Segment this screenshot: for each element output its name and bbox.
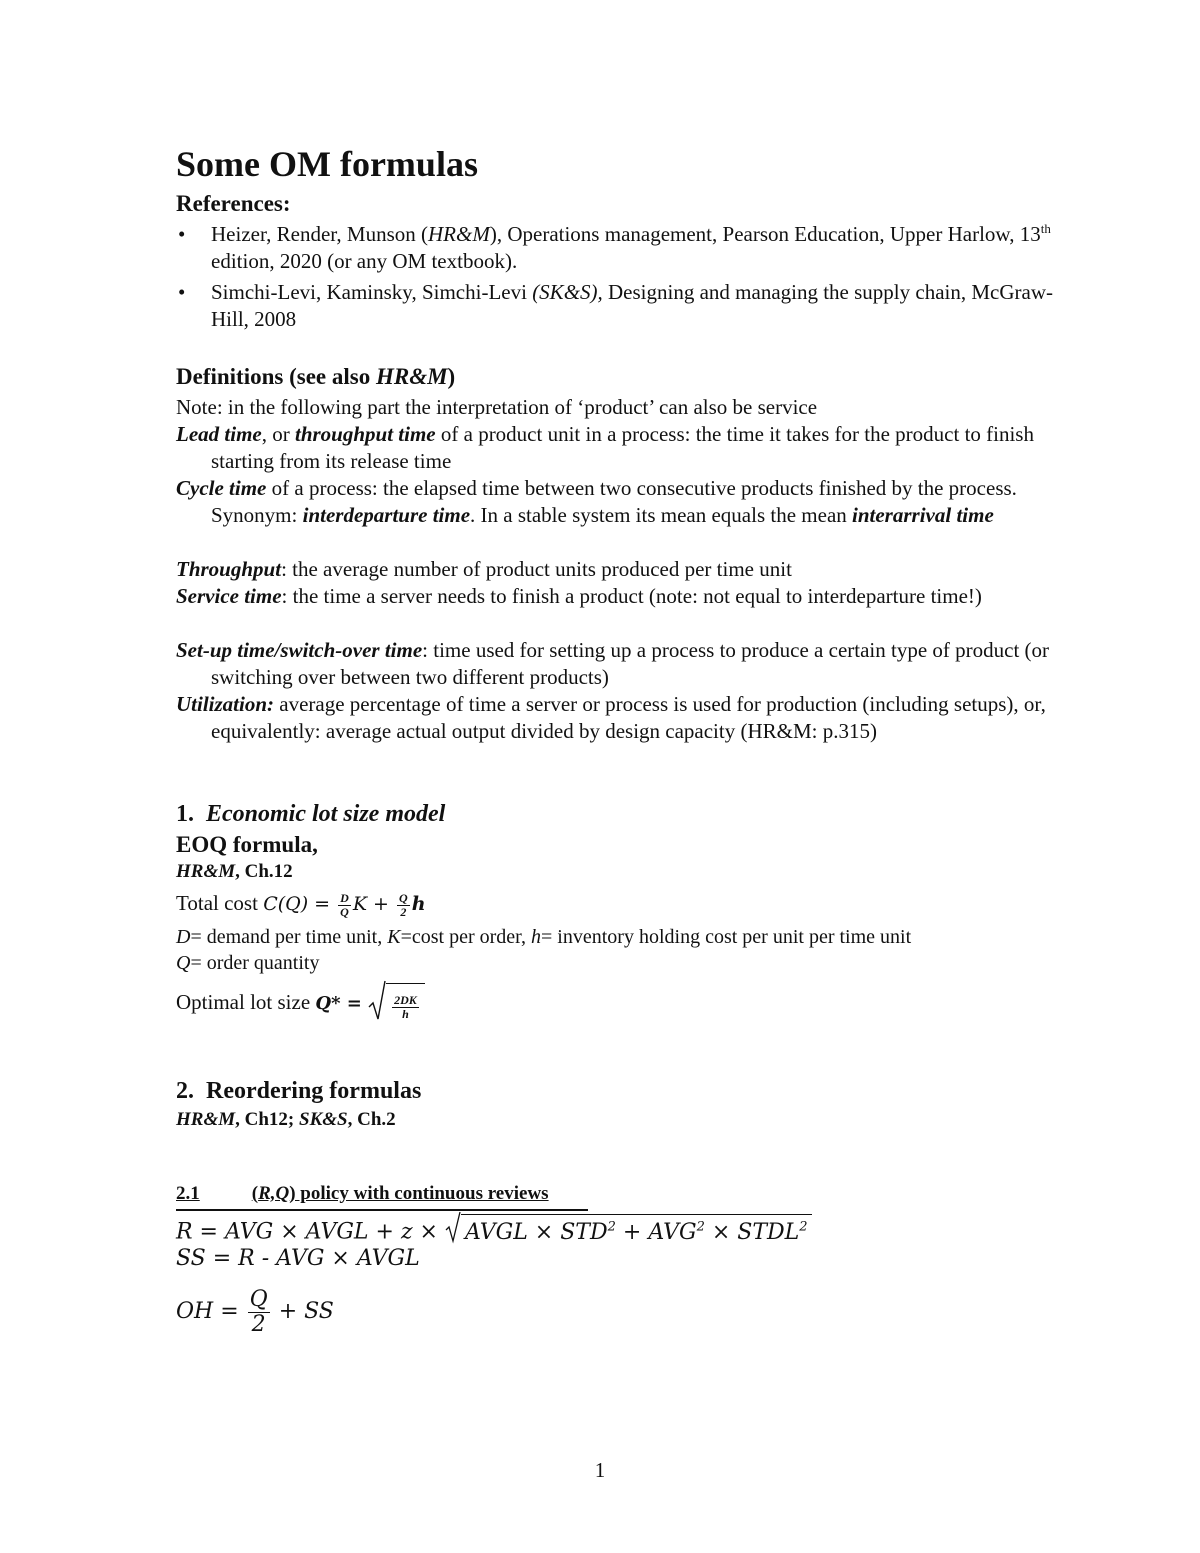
page-title: Some OM formulas (176, 144, 478, 184)
definition-utilization: Utilization: average percentage of time a server or process is used for production (including setups), or, equivalently: average actual output divided by design capacity (HR&M: p.315) (176, 692, 1046, 743)
eoq-variables-line-1: D= demand per time unit, K=cost per order, h= inventory holding cost per unit per time unit (176, 926, 912, 948)
square-root-icon: AVGL × $STD^2 + AVG^2$ × $STDL^2$ (445, 1214, 812, 1251)
safety-stock-formula: SS = R - AVG × AVGL (176, 1246, 420, 1271)
on-hand-formula: OH = $\frac{Q}{2}$ + SS (176, 1286, 334, 1337)
bullet-icon: • (178, 222, 186, 246)
reference-item: • Simchi-Levi, Kaminsky, Simchi-Levi (SK&S), Designing and managing the supply chain, McGraw-Hill, 2008 (178, 280, 1053, 331)
definition-setup-time: Set-up time/switch-over time: time used for setting up a process to produce a certain type of product (or switching over between two different products) (176, 638, 1050, 689)
bullet-icon: • (178, 280, 186, 304)
section-1-heading: 1. Economic lot size model (176, 801, 446, 827)
definition-service-time: Service time: the time a server needs to finish a product (note: not equal to interdeparture time!) (176, 584, 982, 608)
references-list (176, 221, 1056, 337)
definitions-heading: Definitions (see also HR&M) (176, 364, 456, 389)
subsection-2-1-heading: 2.1 (R,Q) policy with continuous reviews (176, 1183, 549, 1204)
total-cost-formula: Total cost C(Q) = $\frac{D}{Q}$ K + $\frac{Q}{2}$ h (176, 890, 426, 919)
section-2-heading: 2. Reordering formulas (176, 1078, 422, 1104)
reference-item: • Heizer, Render, Munson (HR&M), Operations management, Pearson Education, Upper Harlow, 13th edition, 2020 (or any OM textbook). (178, 221, 1051, 273)
optimal-lot-size-formula: Optimal lot size Q* = $\frac{2DK}{h}$ (176, 982, 425, 1026)
eoq-variables-line-2: Q= order quantity (176, 952, 320, 974)
reordering-reference: HR&M, Ch12; SK&S, Ch.2 (176, 1109, 396, 1130)
fraction: $\frac{D}{Q}$ (340, 890, 349, 919)
reorder-point-formula: R = AVG × AVGL + z × AVGL × $STD^2 + AVG^2$ × $STDL^2$ (176, 1214, 812, 1251)
eoq-reference: HR&M, Ch.12 (176, 861, 293, 882)
subsection-rule (176, 1209, 588, 1211)
eoq-heading: EOQ formula, (176, 832, 318, 857)
fraction: $\frac{Q}{2}$ (399, 890, 408, 919)
definitions-note: Note: in the following part the interpretation of ‘product’ can also be service (176, 395, 818, 419)
definition-lead-time: Lead time, or throughput time of a product unit in a process: the time it takes for the product to finish starting from its release time (176, 422, 1034, 473)
page-number: 1 (594, 1458, 606, 1482)
fraction: $\frac{2DK}{h}$ (394, 993, 417, 1022)
definition-throughput: Throughput: the average number of product units produced per time unit (176, 557, 792, 581)
references-heading: References: (176, 191, 291, 216)
square-root-icon (368, 983, 425, 1026)
definition-cycle-time: Cycle time of a process: the elapsed time between two consecutive products finished by the process. Synonym: interdeparture time. In a stable system its mean equals the mean interarrival time (176, 476, 1017, 527)
fraction: $\frac{Q}{2}$ (249, 1286, 268, 1337)
